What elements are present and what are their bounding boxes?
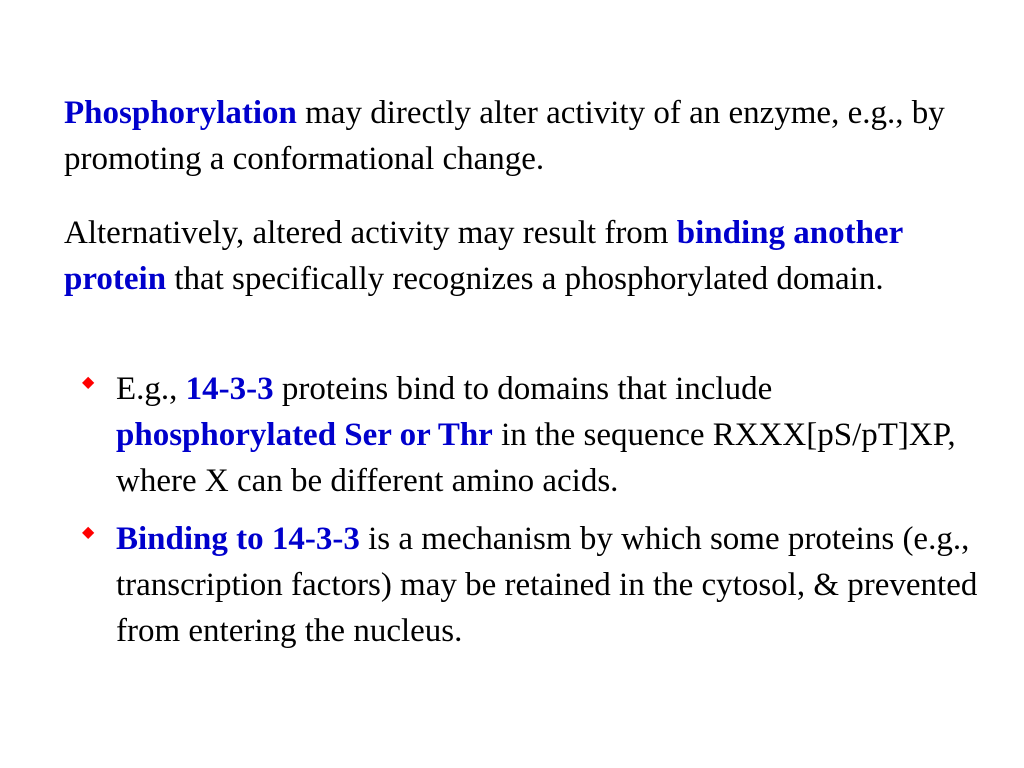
term-14-3-3: 14-3-3 bbox=[185, 371, 274, 407]
term-binding-another-protein: binding another protein bbox=[64, 215, 903, 297]
bullet-item-binding-to-14-3-3 bbox=[64, 516, 994, 654]
bullet-text: E.g., bbox=[116, 371, 186, 407]
term-phosphorylated-ser-thr: phosphorylated Ser or Thr bbox=[116, 417, 493, 453]
term-binding-to-14-3-3: Binding to 14-3-3 bbox=[116, 521, 360, 557]
red-diamond-icon: ◆ bbox=[82, 372, 95, 391]
bullet-text: in the sequence RXXX[pS/pT]XP, where X can be different amino acids. bbox=[116, 417, 956, 499]
paragraph-text: that specifically recognizes a phosphorylated domain. bbox=[166, 261, 884, 297]
paragraph-text: may directly alter activity of an enzyme, e.g., by promoting a conformational change. bbox=[64, 95, 945, 177]
bullet-text: proteins bind to domains that include bbox=[273, 371, 773, 407]
bullet-item-14-3-3-proteins bbox=[64, 366, 994, 504]
paragraph-alternatively bbox=[64, 210, 964, 302]
red-diamond-icon: ◆ bbox=[82, 522, 95, 541]
paragraph-phosphorylation bbox=[64, 90, 964, 182]
bullet-list bbox=[64, 366, 994, 654]
term-phosphorylation: Phosphorylation bbox=[64, 95, 297, 131]
paragraph-text: Alternatively, altered activity may result from bbox=[64, 215, 677, 251]
bullet-text: is a mechanism by which some proteins (e.g., transcription factors) may be retained in the cytosol, & prevented from entering the nucleus. bbox=[116, 521, 978, 649]
